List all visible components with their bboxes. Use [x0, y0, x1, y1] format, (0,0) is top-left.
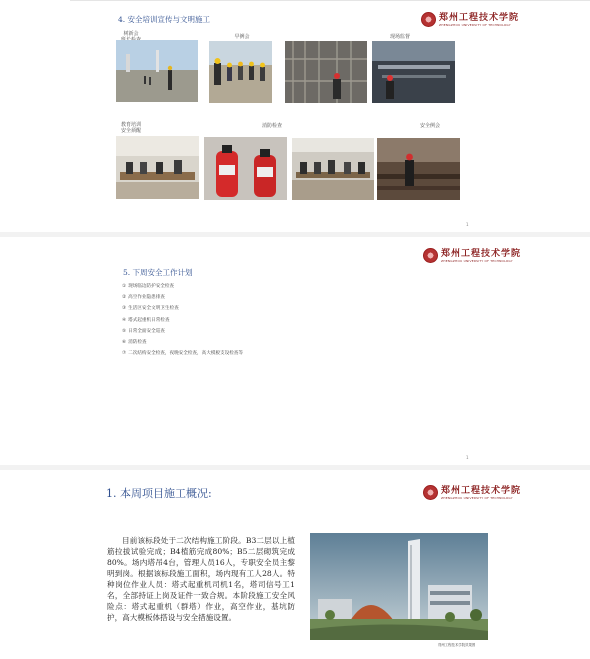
photo-caption: 现场监督 — [389, 34, 410, 40]
plan-list — [122, 284, 243, 362]
school-logo: 郑州工程技术学院 ZHENGZHOU UNIVERSITY OF TECHNOLOGY — [423, 248, 521, 263]
photo-fire-training-room — [292, 138, 374, 200]
photo-caption: 消防检查 — [261, 123, 282, 129]
photo-morning-meeting — [209, 41, 272, 103]
list-item: ① 现场临边防护安全检查 — [122, 284, 175, 289]
school-logo: 郑州工程技术学院 ZHENGZHOU UNIVERSITY OF TECHNOLOGY — [421, 12, 519, 27]
list-item: ③ 生活区安全文明卫生检查 — [122, 306, 179, 312]
school-logo: 郑州工程技术学院 ZHENGZHOU UNIVERSITY OF TECHNOLOGY — [423, 485, 521, 500]
photo-site-inspection — [116, 40, 198, 102]
section-title: 4. 安全培训宣传与文明施工 — [118, 15, 211, 24]
school-emblem-icon — [421, 12, 436, 27]
photo-education-training — [116, 136, 199, 199]
photo-safety-meeting — [377, 138, 460, 200]
list-item: ② 高空作业隐患排查 — [122, 295, 165, 301]
list-item: ⑦ 二次结构安全检查，夜晚安全检查，高大模板支设检查等 — [122, 351, 243, 357]
photo-caption: 安全例会 — [419, 123, 440, 129]
photo-caption: 树新会 — [123, 31, 139, 37]
image-caption: 郑州工程技术学院效果图 — [438, 643, 476, 647]
slide-project-overview — [0, 470, 590, 659]
campus-rendering-image — [310, 533, 488, 640]
list-item: ④ 塔式起重机日常检查 — [122, 317, 170, 323]
photo-site-morning — [285, 41, 367, 103]
school-emblem-icon — [423, 248, 438, 263]
list-item: ⑤ 日常全面安全巡查 — [122, 328, 165, 334]
slide-safety-training — [0, 0, 590, 232]
page-number: 1 — [466, 455, 469, 460]
photo-caption: 早例会 — [234, 34, 250, 40]
section-title: 5. 下周安全工作计划 — [123, 268, 193, 277]
school-emblem-icon — [423, 485, 438, 500]
page-number: 1 — [466, 222, 469, 227]
photo-caption: 教育培训 安全须醒 — [120, 122, 141, 134]
overview-paragraph: 目前该标段处于二次结构施工阶段。B3二层以上植筋拉拔试验完成；B4植筋完成80%；B5二层砌筑完成80%。场内塔吊4台，管理人员16人，专职安全员主黎明到岗。根据该标段施工面积，场内现有工人28人。特种岗位作业人员：塔式起重机司机1名，塔司信号工1名，全部持证上岗及证件一致合规。本阶段施工安全风险点：塔式起重机（群塔）作业，高空作业，基坑防护，高大模板体搭设与安全措施设置。 — [107, 536, 295, 622]
list-item: ⑥ 消防检查 — [122, 339, 147, 345]
photo-fire-inspection — [204, 137, 287, 200]
section-title: 1. 本周项目施工概况: — [106, 487, 212, 500]
slide-next-week-plan — [0, 237, 590, 465]
photo-site-supervision — [372, 41, 455, 103]
page-top-border — [70, 0, 590, 1]
